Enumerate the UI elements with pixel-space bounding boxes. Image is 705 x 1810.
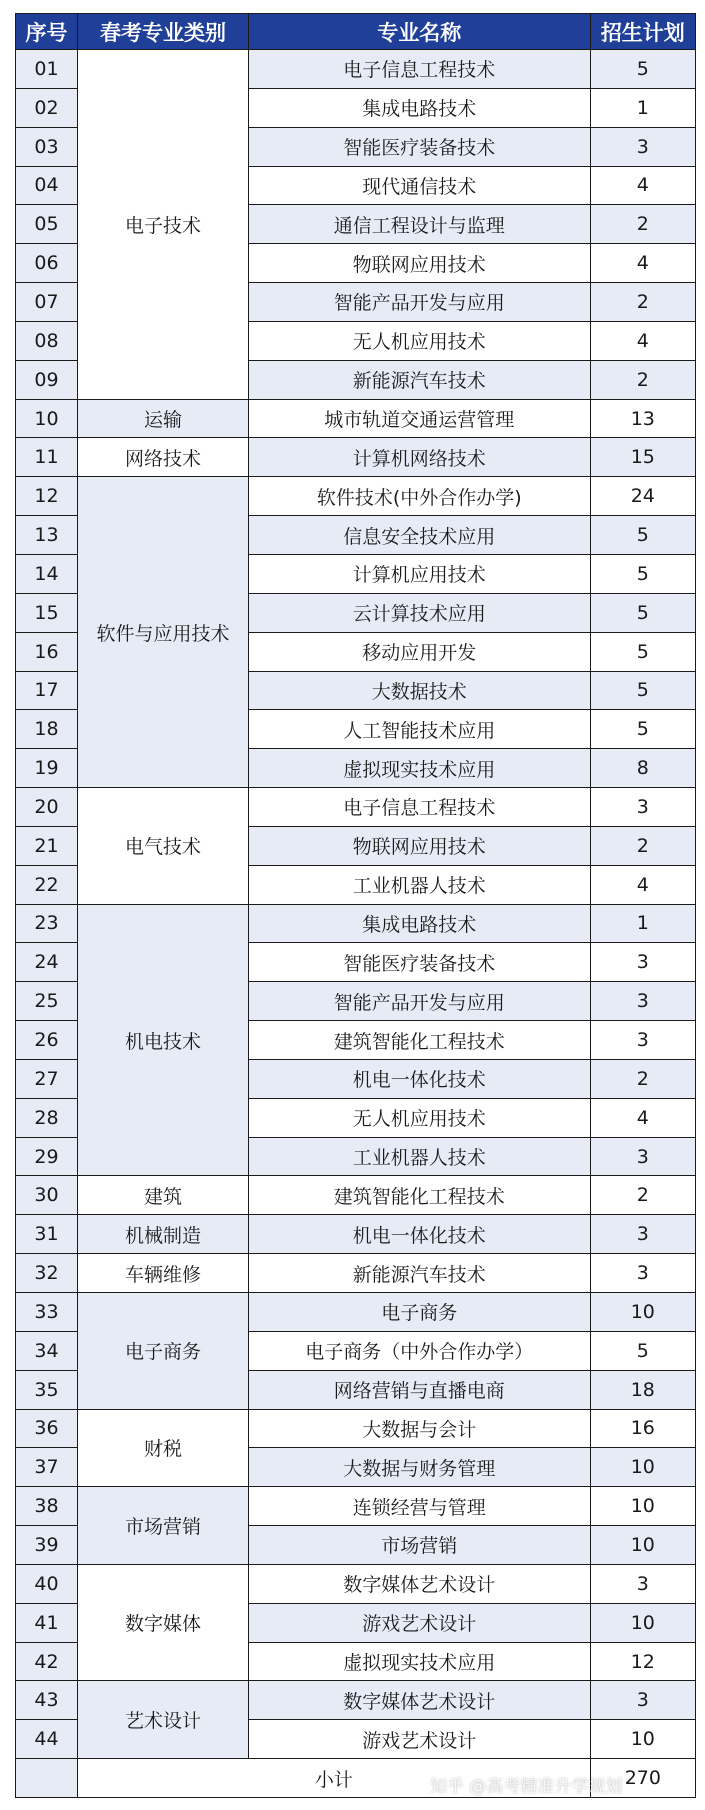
row-seq: 19 bbox=[16, 749, 78, 788]
category-cell: 财税 bbox=[78, 1409, 249, 1487]
row-plan: 3 bbox=[590, 1681, 695, 1720]
row-major: 新能源汽车技术 bbox=[248, 1254, 590, 1293]
row-seq: 12 bbox=[16, 477, 78, 516]
row-seq: 34 bbox=[16, 1331, 78, 1370]
row-major: 大数据与会计 bbox=[248, 1409, 590, 1448]
row-seq: 33 bbox=[16, 1293, 78, 1332]
category-cell: 软件与应用技术 bbox=[78, 477, 249, 788]
row-major: 电子信息工程技术 bbox=[248, 50, 590, 89]
category-cell: 数字媒体 bbox=[78, 1564, 249, 1681]
row-major: 集成电路技术 bbox=[248, 88, 590, 127]
row-major: 市场营销 bbox=[248, 1526, 590, 1565]
row-plan: 5 bbox=[590, 1331, 695, 1370]
row-seq: 44 bbox=[16, 1720, 78, 1759]
row-major: 通信工程设计与监理 bbox=[248, 205, 590, 244]
row-plan: 2 bbox=[590, 1059, 695, 1098]
row-seq: 05 bbox=[16, 205, 78, 244]
row-major: 网络营销与直播电商 bbox=[248, 1370, 590, 1409]
row-seq: 06 bbox=[16, 244, 78, 283]
category-cell: 网络技术 bbox=[78, 438, 249, 477]
row-seq: 23 bbox=[16, 904, 78, 943]
header-major: 专业名称 bbox=[248, 14, 590, 50]
row-major: 现代通信技术 bbox=[248, 166, 590, 205]
row-major: 电子商务 bbox=[248, 1293, 590, 1332]
row-plan: 2 bbox=[590, 360, 695, 399]
header-plan: 招生计划 bbox=[590, 14, 695, 50]
row-major: 云计算技术应用 bbox=[248, 593, 590, 632]
row-plan: 4 bbox=[590, 865, 695, 904]
row-plan: 10 bbox=[590, 1293, 695, 1332]
row-major: 建筑智能化工程技术 bbox=[248, 1176, 590, 1215]
row-seq: 20 bbox=[16, 788, 78, 827]
row-plan: 4 bbox=[590, 321, 695, 360]
row-seq: 28 bbox=[16, 1098, 78, 1137]
row-seq: 13 bbox=[16, 516, 78, 555]
row-major: 软件技术(中外合作办学) bbox=[248, 477, 590, 516]
row-plan: 10 bbox=[590, 1526, 695, 1565]
row-major: 游戏艺术设计 bbox=[248, 1603, 590, 1642]
row-major: 物联网应用技术 bbox=[248, 826, 590, 865]
category-cell: 车辆维修 bbox=[78, 1254, 249, 1293]
row-plan: 3 bbox=[590, 788, 695, 827]
row-plan: 3 bbox=[590, 982, 695, 1021]
category-cell: 市场营销 bbox=[78, 1487, 249, 1565]
watermark: 知乎 @高考精准升学规划 bbox=[430, 1777, 623, 1797]
subtotal-seq-empty bbox=[16, 1759, 78, 1798]
row-seq: 27 bbox=[16, 1059, 78, 1098]
row-seq: 08 bbox=[16, 321, 78, 360]
row-plan: 4 bbox=[590, 166, 695, 205]
row-seq: 04 bbox=[16, 166, 78, 205]
row-seq: 40 bbox=[16, 1564, 78, 1603]
header-category: 春考专业类别 bbox=[78, 14, 249, 50]
subtotal-value: 270 bbox=[590, 1759, 695, 1798]
row-plan: 5 bbox=[590, 50, 695, 89]
row-plan: 4 bbox=[590, 244, 695, 283]
row-plan: 5 bbox=[590, 671, 695, 710]
table-body bbox=[16, 50, 696, 1798]
row-plan: 1 bbox=[590, 88, 695, 127]
table-row bbox=[16, 788, 696, 827]
table-row bbox=[16, 1564, 696, 1603]
row-seq: 25 bbox=[16, 982, 78, 1021]
row-plan: 3 bbox=[590, 1215, 695, 1254]
row-plan: 5 bbox=[590, 710, 695, 749]
row-major: 虚拟现实技术应用 bbox=[248, 1642, 590, 1681]
row-seq: 31 bbox=[16, 1215, 78, 1254]
table-row bbox=[16, 1215, 696, 1254]
row-major: 电子商务（中外合作办学） bbox=[248, 1331, 590, 1370]
row-seq: 36 bbox=[16, 1409, 78, 1448]
category-cell: 建筑 bbox=[78, 1176, 249, 1215]
row-plan: 10 bbox=[590, 1487, 695, 1526]
row-major: 物联网应用技术 bbox=[248, 244, 590, 283]
table-row bbox=[16, 1409, 696, 1448]
subtotal-label: 小计 bbox=[78, 1759, 591, 1798]
row-major: 计算机应用技术 bbox=[248, 554, 590, 593]
row-plan: 3 bbox=[590, 943, 695, 982]
table-row bbox=[16, 1176, 696, 1215]
row-major: 无人机应用技术 bbox=[248, 1098, 590, 1137]
row-seq: 10 bbox=[16, 399, 78, 438]
row-seq: 11 bbox=[16, 438, 78, 477]
row-seq: 38 bbox=[16, 1487, 78, 1526]
category-cell: 电子商务 bbox=[78, 1293, 249, 1410]
row-major: 大数据与财务管理 bbox=[248, 1448, 590, 1487]
row-plan: 24 bbox=[590, 477, 695, 516]
row-plan: 16 bbox=[590, 1409, 695, 1448]
header-seq: 序号 bbox=[16, 14, 78, 50]
row-seq: 37 bbox=[16, 1448, 78, 1487]
row-plan: 2 bbox=[590, 283, 695, 322]
category-cell: 机械制造 bbox=[78, 1215, 249, 1254]
category-cell: 电子技术 bbox=[78, 50, 249, 400]
row-plan: 2 bbox=[590, 205, 695, 244]
table-row bbox=[16, 50, 696, 89]
row-plan: 15 bbox=[590, 438, 695, 477]
row-seq: 22 bbox=[16, 865, 78, 904]
row-plan: 13 bbox=[590, 399, 695, 438]
row-seq: 01 bbox=[16, 50, 78, 89]
row-plan: 8 bbox=[590, 749, 695, 788]
row-major: 大数据技术 bbox=[248, 671, 590, 710]
row-major: 城市轨道交通运营管理 bbox=[248, 399, 590, 438]
row-seq: 15 bbox=[16, 593, 78, 632]
row-plan: 1 bbox=[590, 904, 695, 943]
row-plan: 5 bbox=[590, 632, 695, 671]
table-header-row bbox=[16, 14, 696, 50]
row-seq: 41 bbox=[16, 1603, 78, 1642]
row-plan: 2 bbox=[590, 826, 695, 865]
row-seq: 09 bbox=[16, 360, 78, 399]
row-major: 人工智能技术应用 bbox=[248, 710, 590, 749]
row-major: 数字媒体艺术设计 bbox=[248, 1681, 590, 1720]
row-major: 智能产品开发与应用 bbox=[248, 982, 590, 1021]
row-seq: 18 bbox=[16, 710, 78, 749]
row-major: 无人机应用技术 bbox=[248, 321, 590, 360]
row-major: 虚拟现实技术应用 bbox=[248, 749, 590, 788]
row-plan: 3 bbox=[590, 1254, 695, 1293]
row-seq: 16 bbox=[16, 632, 78, 671]
table-row bbox=[16, 438, 696, 477]
table-row bbox=[16, 399, 696, 438]
row-seq: 02 bbox=[16, 88, 78, 127]
row-major: 游戏艺术设计 bbox=[248, 1720, 590, 1759]
row-seq: 03 bbox=[16, 127, 78, 166]
row-major: 移动应用开发 bbox=[248, 632, 590, 671]
row-seq: 21 bbox=[16, 826, 78, 865]
row-major: 连锁经营与管理 bbox=[248, 1487, 590, 1526]
row-major: 智能产品开发与应用 bbox=[248, 283, 590, 322]
table-row bbox=[16, 1681, 696, 1720]
row-plan: 5 bbox=[590, 593, 695, 632]
row-seq: 30 bbox=[16, 1176, 78, 1215]
row-major: 建筑智能化工程技术 bbox=[248, 1021, 590, 1060]
table-row bbox=[16, 904, 696, 943]
row-seq: 43 bbox=[16, 1681, 78, 1720]
table-row bbox=[16, 1254, 696, 1293]
row-plan: 12 bbox=[590, 1642, 695, 1681]
row-plan: 2 bbox=[590, 1176, 695, 1215]
row-major: 智能医疗装备技术 bbox=[248, 127, 590, 166]
row-major: 机电一体化技术 bbox=[248, 1059, 590, 1098]
category-cell: 电气技术 bbox=[78, 788, 249, 905]
row-major: 工业机器人技术 bbox=[248, 1137, 590, 1176]
row-seq: 35 bbox=[16, 1370, 78, 1409]
row-plan: 3 bbox=[590, 1021, 695, 1060]
row-seq: 24 bbox=[16, 943, 78, 982]
row-major: 集成电路技术 bbox=[248, 904, 590, 943]
row-plan: 10 bbox=[590, 1603, 695, 1642]
row-plan: 3 bbox=[590, 1564, 695, 1603]
row-seq: 42 bbox=[16, 1642, 78, 1681]
row-plan: 10 bbox=[590, 1448, 695, 1487]
row-major: 电子信息工程技术 bbox=[248, 788, 590, 827]
row-major: 信息安全技术应用 bbox=[248, 516, 590, 555]
row-major: 机电一体化技术 bbox=[248, 1215, 590, 1254]
row-seq: 07 bbox=[16, 283, 78, 322]
row-seq: 14 bbox=[16, 554, 78, 593]
category-cell: 机电技术 bbox=[78, 904, 249, 1176]
row-seq: 26 bbox=[16, 1021, 78, 1060]
table-row bbox=[16, 1487, 696, 1526]
row-major: 智能医疗装备技术 bbox=[248, 943, 590, 982]
row-plan: 3 bbox=[590, 127, 695, 166]
table-row bbox=[16, 477, 696, 516]
row-plan: 5 bbox=[590, 516, 695, 555]
row-plan: 5 bbox=[590, 554, 695, 593]
row-seq: 32 bbox=[16, 1254, 78, 1293]
row-major: 新能源汽车技术 bbox=[248, 360, 590, 399]
row-major: 计算机网络技术 bbox=[248, 438, 590, 477]
enrollment-plan-table bbox=[15, 13, 696, 1798]
row-major: 数字媒体艺术设计 bbox=[248, 1564, 590, 1603]
row-seq: 29 bbox=[16, 1137, 78, 1176]
category-cell: 艺术设计 bbox=[78, 1681, 249, 1759]
row-plan: 4 bbox=[590, 1098, 695, 1137]
row-plan: 18 bbox=[590, 1370, 695, 1409]
row-plan: 10 bbox=[590, 1720, 695, 1759]
row-plan: 3 bbox=[590, 1137, 695, 1176]
row-seq: 17 bbox=[16, 671, 78, 710]
row-major: 工业机器人技术 bbox=[248, 865, 590, 904]
category-cell: 运输 bbox=[78, 399, 249, 438]
table-row bbox=[16, 1293, 696, 1332]
row-seq: 39 bbox=[16, 1526, 78, 1565]
